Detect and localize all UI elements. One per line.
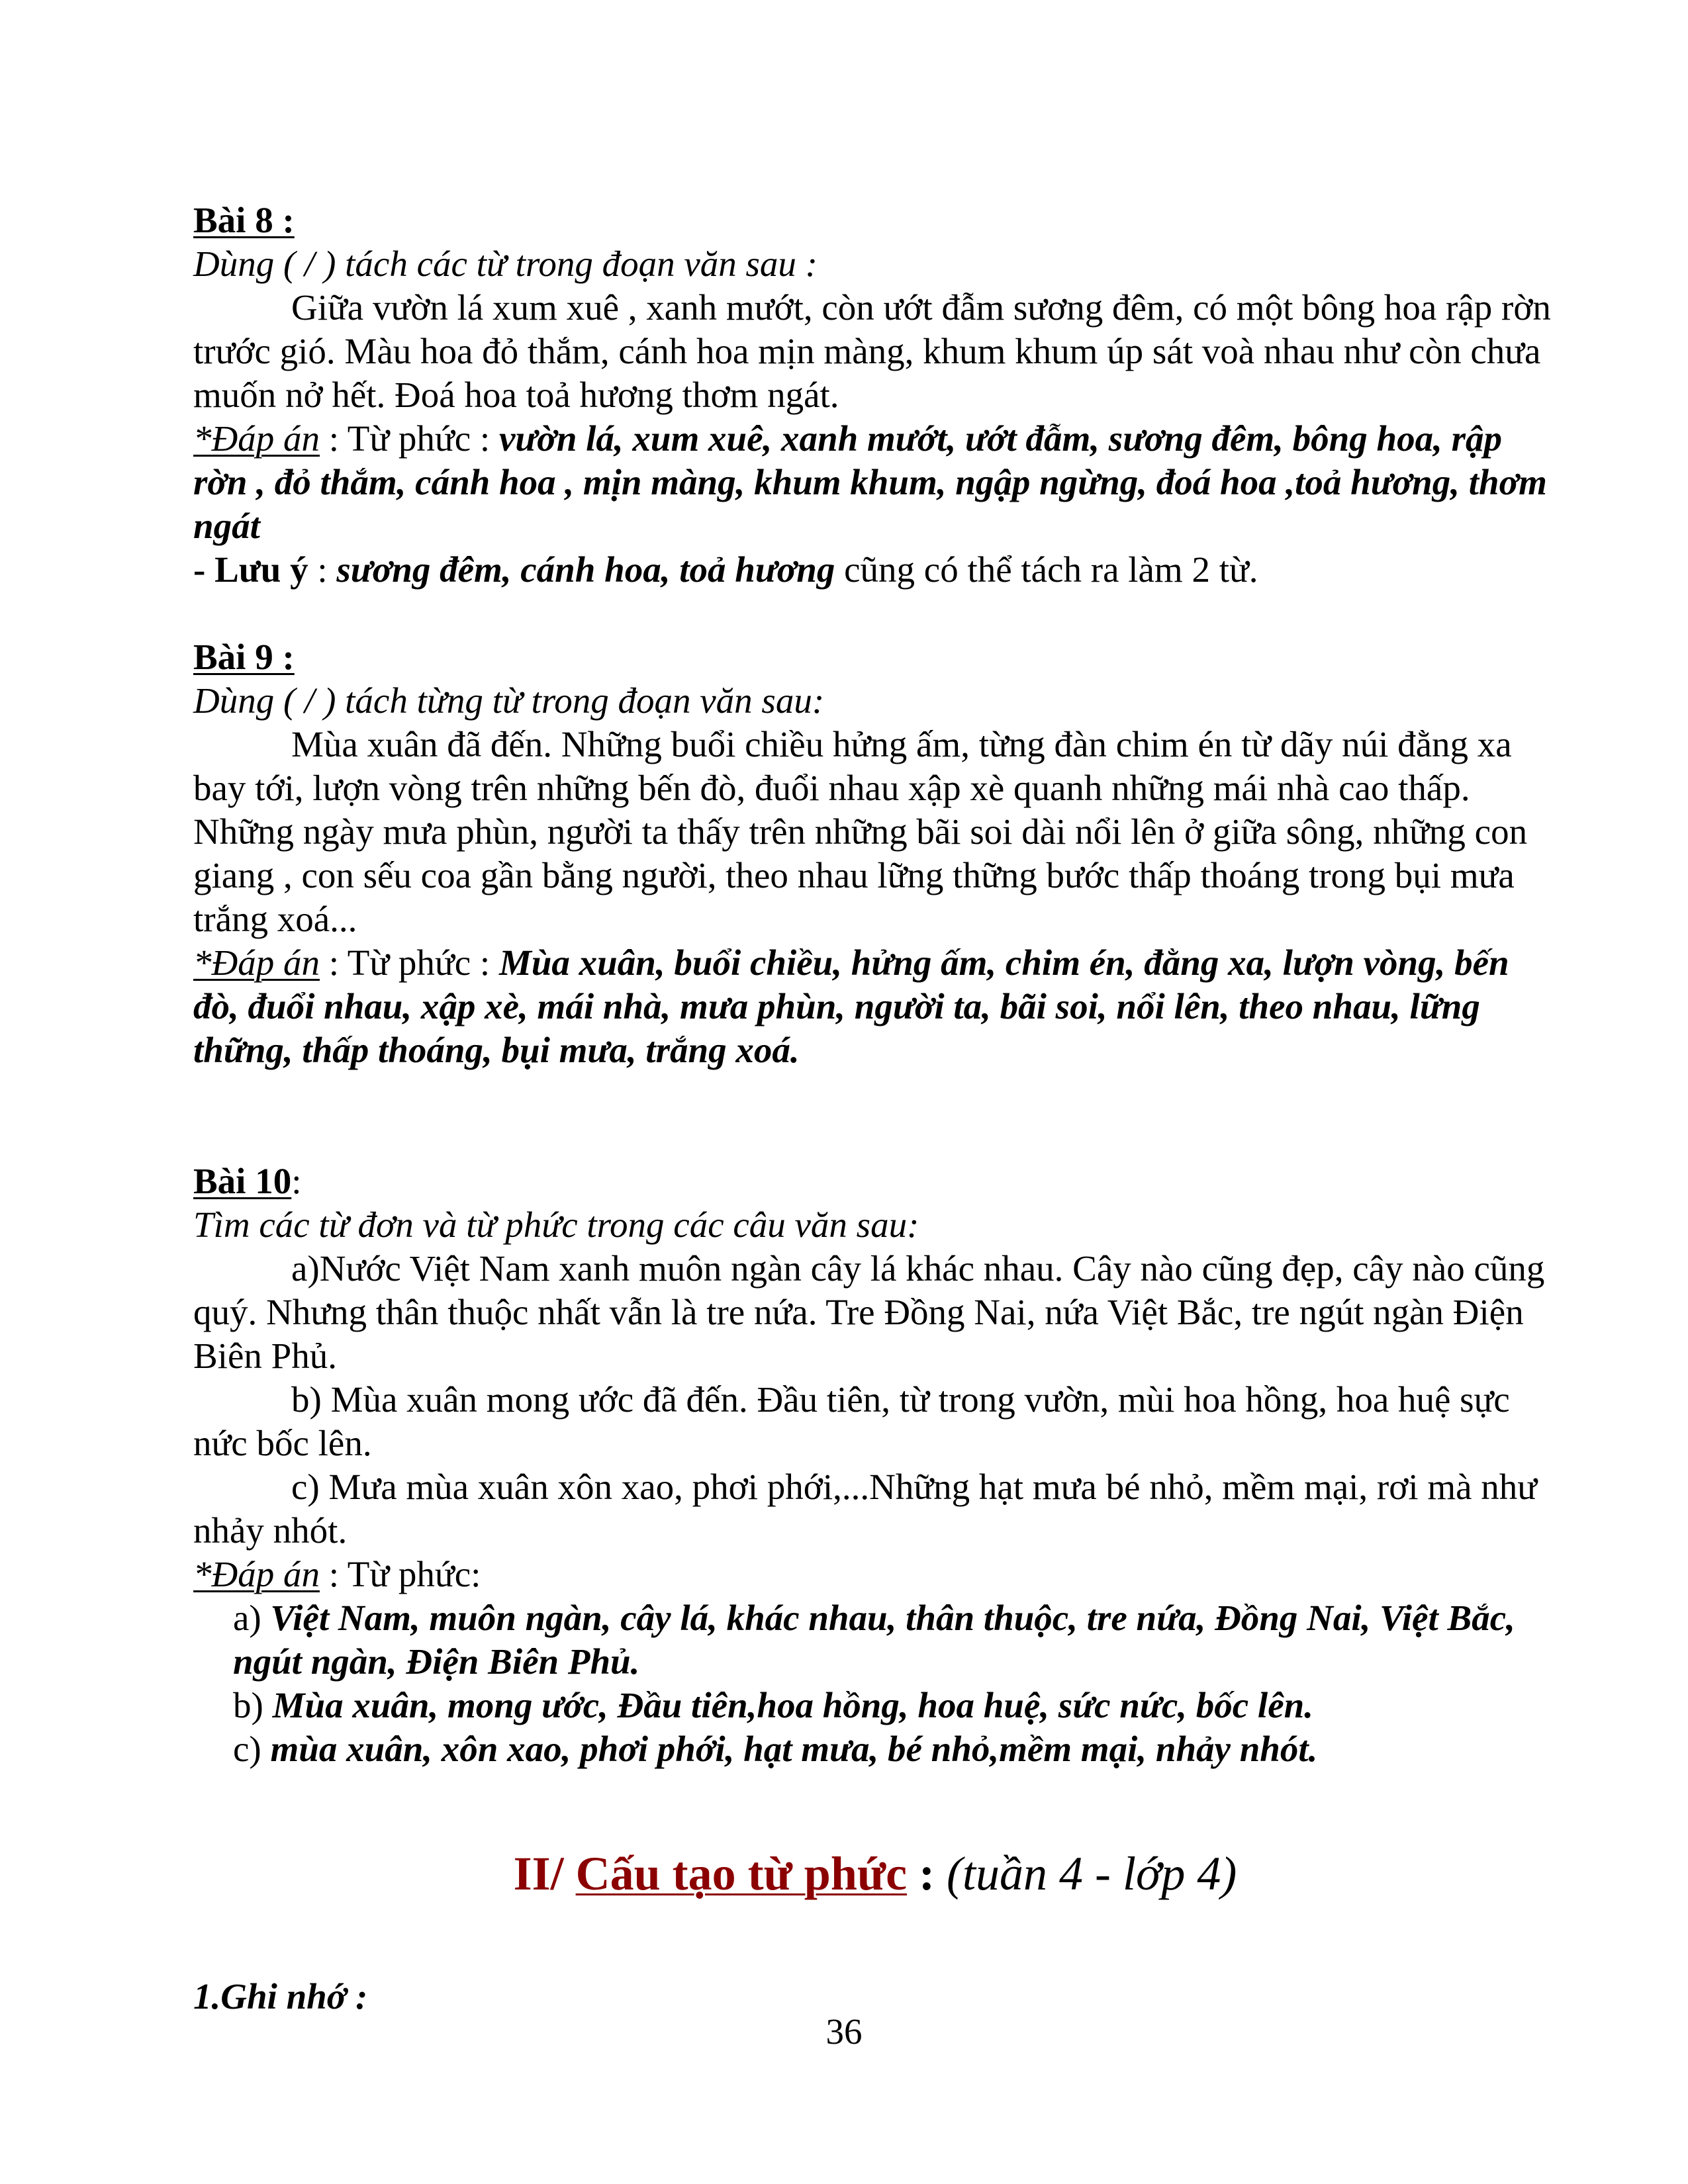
exercise-10-para-c: c) Mưa mùa xuân xôn xao, phơi phới,...Những hạt mưa bé nhỏ, mềm mại, rơi mà như nhảy nhót. (193, 1467, 1538, 1551)
exercise-8-title: Bài 8 : (193, 200, 295, 240)
answer-prefix: : Từ phức : (319, 942, 499, 983)
answer-prefix: : Từ phức : (319, 418, 499, 459)
answer-a-label: a) (233, 1598, 271, 1638)
exercise-9 (193, 635, 1557, 1072)
exercise-10-answer-c (193, 1727, 1557, 1771)
section-2-colon: : (907, 1847, 947, 1900)
exercise-10-answer-b (193, 1684, 1557, 1727)
answer-c-words: mùa xuân, xôn xao, phơi phới, hạt mưa, bé nhỏ,mềm mại, nhảy nhót. (270, 1729, 1318, 1769)
section-2-subtitle: (tuần 4 - lớp 4) (947, 1847, 1237, 1900)
exercise-9-passage: Mùa xuân đã đến. Những buổi chiều hửng ấm, từng đàn chim én từ dãy núi đằng xa bay tới, lượn vòng trên những bến đò, đuổi nhau xập xè quanh những mái nhà cao thấp. Những ngày mưa phùn, người ta thấy trên những bãi soi dài nổi lên ở giữa sông, những con giang , con sếu coa gần bằng người, theo nhau lững thững bước thấp thoáng trong bụi mưa trắng xoá... (193, 724, 1528, 939)
exercise-8-instruction: Dùng ( / ) tách các từ trong đoạn văn sau : (193, 244, 818, 284)
exercise-8-answer (193, 417, 1557, 548)
exercise-10-para-b: b) Mùa xuân mong ước đã đến. Đầu tiên, từ trong vườn, mùi hoa hồng, hoa huệ sực nức bốc lên. (193, 1379, 1510, 1463)
answer-label: *Đáp án (193, 942, 320, 983)
exercise-10-para-a: a)Nước Việt Nam xanh muôn ngàn cây lá khác nhau. Cây nào cũng đẹp, cây nào cũng quý. Nhưng thân thuộc nhất vẫn là tre nứa. Tre Đồng Nai, nứa Việt Bắc, tre ngút ngàn Điện Biên Phủ. (193, 1248, 1545, 1376)
note-sep: : (308, 549, 337, 590)
answer-label: *Đáp án (193, 1554, 320, 1594)
exercise-10-answer-a (193, 1596, 1557, 1684)
answer-c-label: c) (233, 1729, 271, 1769)
section-2-heading (193, 1844, 1557, 1903)
answer-prefix: : Từ phức: (319, 1554, 481, 1594)
exercise-10 (193, 1160, 1557, 1771)
exercise-10-title (193, 1160, 1557, 1203)
exercise-9-instruction: Dùng ( / ) tách từng từ trong đoạn văn sau: (193, 680, 825, 721)
exercise-8-note (193, 548, 1557, 592)
note-rest: cũng có thể tách ra làm 2 từ. (835, 549, 1258, 590)
exercise-9-title: Bài 9 : (193, 637, 295, 677)
exercise-8-passage: Giữa vườn lá xum xuê , xanh mướt, còn ướt đẫm sương đêm, có một bông hoa rập rờn trước gió. Màu hoa đỏ thắm, cánh hoa mịn màng, khum khum úp sát voà nhau như còn chưa muốn nở hết. Đoá hoa toả hương thơm ngát. (193, 287, 1551, 415)
section-2-number: II/ (513, 1847, 564, 1900)
exercise-8 (193, 199, 1557, 592)
exercise-10-answer-header (193, 1553, 1557, 1596)
section-2-title: Cấu tạo từ phức (575, 1847, 908, 1900)
answer-words: Mùa xuân, buổi chiều, hửng ấm, chim én, đằng xa, lượn vòng, bến đò, đuổi nhau, xập xè, mái nhà, mưa phùn, người ta, bãi soi, nổi lên, theo nhau, lững thững, thấp thoáng, bụi mưa, trắng xoá. (193, 942, 1509, 1070)
answer-label: *Đáp án (193, 418, 320, 459)
exercise-10-title-suffix: : (291, 1161, 302, 1201)
note-label: - Lưu ý (193, 549, 308, 590)
page-number: 36 (825, 2011, 863, 2052)
ghi-nho-heading: 1.Ghi nhớ : (193, 1976, 368, 2017)
exercise-9-answer (193, 941, 1557, 1072)
note-words: sương đêm, cánh hoa, toả hương (336, 549, 835, 590)
document-page (193, 199, 1557, 2019)
answer-words: vườn lá, xum xuê, xanh mướt, ướt đẫm, sương đêm, bông hoa, rập rờn , đỏ thắm, cánh hoa , mịn màng, khum khum, ngập ngừng, đoá hoa ,toả hương, thơm ngát (193, 418, 1547, 546)
answer-b-words: Mùa xuân, mong ước, Đầu tiên,hoa hồng, hoa huệ, sức nức, bốc lên. (272, 1685, 1313, 1725)
answer-b-label: b) (233, 1685, 273, 1725)
exercise-10-title-text: Bài 10 (193, 1161, 292, 1201)
answer-a-words: Việt Nam, muôn ngàn, cây lá, khác nhau, thân thuộc, tre nứa, Đồng Nai, Việt Bắc, ngút ngàn, Điện Biên Phủ. (233, 1598, 1515, 1682)
exercise-10-instruction: Tìm các từ đơn và từ phức trong các câu văn sau: (193, 1205, 919, 1245)
